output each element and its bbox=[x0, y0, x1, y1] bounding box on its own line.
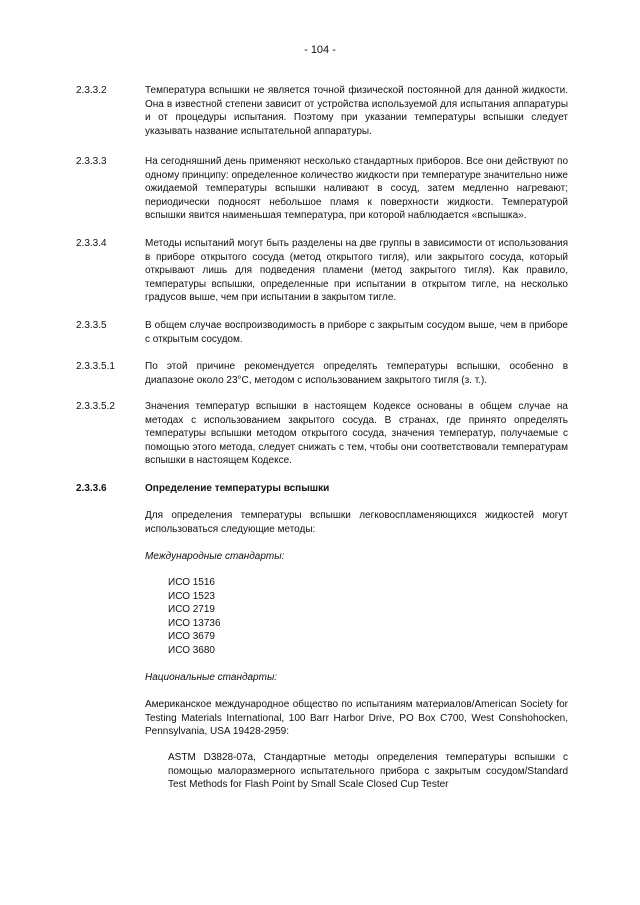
list-item: ИСО 1523 bbox=[168, 590, 215, 602]
astm-organization: Американское международное общество по испытаниям материалов/American Society for Testing Materials International, 100 Barr Harbor Drive, PO Box C700, West Conshohocken, Pennsylvania, USA 19428-2959: bbox=[145, 699, 568, 737]
methods-intro: Для определения температуры вспышки легковоспламеняющихся жидкостей могут использоваться следующие методы: bbox=[145, 510, 568, 535]
section-text: На сегодняшний день применяют несколько стандартных приборов. Все они действуют по одному принципу: определенное количество жидкости при температуре значительно ниже ожидаемой температуры вспышки наливают в сосуд, затем медленно нагревают; периодически подносят небольшое пламя к поверхности жидкости. Температурой вспышки явится наименьшая температура, при которой наблюдается «вспышка». bbox=[145, 156, 568, 221]
list-item: ИСО 3680 bbox=[168, 644, 215, 656]
section-text: Значения температур вспышки в настоящем Кодексе основаны в общем случае на методах с использованием закрытого сосуда. В странах, где принято определять температуры вспышки методом открытого сосуда, значения температур, получаемые с помощью этого метода, следует снижать с тем, чтобы они соответствовали температурам вспышки в настоящем Кодексе. bbox=[145, 401, 568, 466]
section-number: 2.3.3.4 bbox=[76, 238, 107, 249]
section-number: 2.3.3.5 bbox=[76, 320, 107, 331]
page-number: - 104 - bbox=[304, 44, 336, 56]
section-text: Методы испытаний могут быть разделены на две группы в зависимости от использования в приборе открытого сосуда (метод открытого тигля), или закрытого сосуда, который открывают лишь для подведения пламени (метод закрытого тигля). Как правило, температуры вспышки, определенные при испытании в открытом тигле, на несколько градусов выше, чем при испытании в закрытом тигле. bbox=[145, 238, 568, 303]
international-standards-heading: Международные стандарты: bbox=[145, 551, 285, 562]
section-2-3-3-5 bbox=[76, 319, 568, 346]
section-text: В общем случае воспроизводимость в приборе с закрытым сосудом выше, чем в приборе с открытым сосудом. bbox=[145, 320, 568, 345]
section-2-3-3-2 bbox=[76, 84, 568, 138]
section-heading: Определение температуры вспышки bbox=[145, 483, 330, 494]
list-item: ИСО 3679 bbox=[168, 631, 215, 642]
section-number: 2.3.3.2 bbox=[76, 85, 107, 96]
section-number: 2.3.3.5.2 bbox=[76, 401, 115, 412]
section-2-3-3-3 bbox=[76, 155, 568, 223]
list-item: ИСО 1516 bbox=[168, 577, 215, 588]
section-2-3-3-6 bbox=[76, 482, 568, 496]
section-text: Температура вспышки не является точной физической постоянной для данной жидкости. Она в известной степени зависит от устройства используемой для испытания аппаратуры и от процедуры испытания. Поэтому при указании температуры вспышки следует указывать название испытательной аппаратуры. bbox=[145, 85, 568, 137]
national-standards-heading: Национальные стандарты: bbox=[145, 672, 278, 683]
list-item: ИСО 13736 bbox=[168, 617, 221, 629]
section-number: 2.3.3.6 bbox=[76, 483, 107, 494]
section-2-3-3-5-1 bbox=[76, 360, 568, 387]
international-standards-list bbox=[168, 576, 221, 657]
section-number: 2.3.3.5.1 bbox=[76, 361, 115, 372]
astm-standard-item: ASTM D3828-07a, Стандартные методы определения температуры вспышки с помощью малоразмерного испытательного прибора с закрытым сосудом/Standard Test Methods for Flash Point by Small Scale Closed Cup Tester bbox=[168, 752, 568, 790]
section-2-3-3-5-2 bbox=[76, 400, 568, 468]
list-item: ИСО 2719 bbox=[168, 604, 215, 615]
section-number: 2.3.3.3 bbox=[76, 156, 107, 167]
section-2-3-3-4 bbox=[76, 237, 568, 305]
section-text: По этой причине рекомендуется определять температуры вспышки, особенно в диапазоне около 23°C, методом с использованием закрытого тигля (з. т.). bbox=[145, 361, 568, 386]
